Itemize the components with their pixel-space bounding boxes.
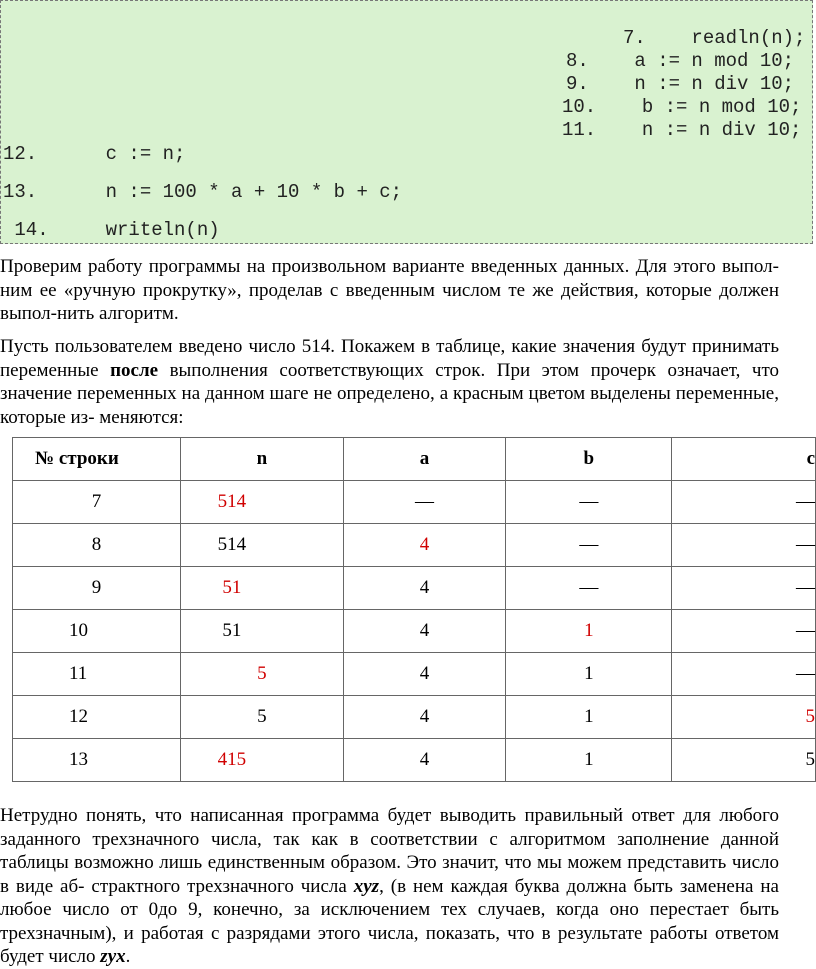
table-row [13, 696, 816, 739]
undefined-dash: — [796, 534, 815, 555]
cell-value: 8 [91, 534, 102, 555]
table-cell [343, 481, 505, 524]
cell-value: 1 [584, 620, 594, 641]
undefined-dash: — [796, 663, 815, 684]
table-cell [343, 610, 505, 653]
variable-xyz: xyz [353, 875, 380, 897]
cell-value: 4 [419, 706, 430, 727]
table-cell [13, 653, 181, 696]
header-b: b [506, 438, 672, 481]
code-line: 7. readln(n); [623, 27, 806, 49]
table-cell [672, 610, 816, 653]
table-cell [672, 524, 816, 567]
paragraph-text: выполнения соответствующих строк. При этом прочерк означает, что значение переменных на данном шаге не определено, а красным цветом выделены переменные, которые из- меняются: [0, 359, 780, 428]
table-cell [343, 696, 505, 739]
table-cell [180, 653, 343, 696]
code-line: 11. n := n div 10; [562, 119, 802, 141]
trace-table [12, 437, 816, 782]
cell-value: 9 [91, 577, 102, 598]
cell-value: 11 [69, 663, 88, 684]
table-row [13, 524, 816, 567]
paragraph-text: . [125, 946, 131, 967]
cell-value: 514 [217, 534, 247, 555]
undefined-dash: — [415, 491, 435, 512]
table-cell [506, 524, 672, 567]
cell-value: 1 [584, 706, 594, 727]
table-cell [506, 610, 672, 653]
table-cell [672, 567, 816, 610]
table-cell [672, 653, 816, 696]
table-cell [180, 610, 343, 653]
header-line-number: № строки [13, 438, 181, 481]
code-line: 10. b := n mod 10; [562, 96, 802, 118]
table-cell [180, 481, 343, 524]
code-line: 9. n := n div 10; [566, 73, 795, 95]
cell-value: 1 [584, 663, 594, 684]
cell-value: 51 [222, 577, 242, 598]
cell-value: 5 [257, 706, 267, 727]
undefined-dash: — [796, 577, 815, 598]
cell-value: 4 [419, 663, 430, 684]
cell-value: 4 [419, 534, 430, 555]
cell-value: 5 [257, 663, 267, 684]
paragraph-intro [0, 255, 779, 326]
table-cell [180, 696, 343, 739]
header-a: a [343, 438, 505, 481]
cell-value: 415 [217, 749, 247, 770]
table-cell [672, 739, 816, 782]
cell-value: 5 [805, 706, 815, 727]
cell-value: 7 [91, 491, 102, 512]
paragraph-text: Нетрудно понять, что написанная программа будет выводить правильный ответ для любого заданного трехзначного числа, так как в соответствии с алгоритмом заполнение данной таблицы возможно лишь единственным образом. Это значит, что мы можем представить число в виде аб- страктного трехзначного числа [0, 805, 779, 897]
cell-value: 5 [805, 749, 815, 770]
header-c: c [672, 438, 816, 481]
table-row [13, 481, 816, 524]
undefined-dash: — [796, 491, 815, 512]
paragraph-table-intro [0, 335, 779, 429]
table-cell [180, 524, 343, 567]
variable-zyx: zyx [100, 946, 126, 967]
table-cell [506, 481, 672, 524]
cell-value: 13 [69, 749, 88, 770]
cell-value: 4 [419, 577, 430, 598]
code-line: 14. writeln(n) [3, 219, 220, 241]
table-row [13, 739, 816, 782]
emphasis-after: после [110, 359, 159, 381]
table-row [13, 567, 816, 610]
code-line: 8. a := n mod 10; [566, 50, 795, 72]
cell-value: 514 [217, 491, 247, 512]
table-cell [506, 567, 672, 610]
undefined-dash: — [796, 620, 815, 641]
header-n: n [180, 438, 343, 481]
table-row [13, 610, 816, 653]
table-cell [343, 653, 505, 696]
table-cell [180, 567, 343, 610]
table-cell [180, 739, 343, 782]
code-line: 12. c := n; [3, 143, 186, 165]
undefined-dash: — [579, 577, 599, 598]
table-header-row [13, 438, 816, 481]
cell-value: 10 [69, 620, 88, 641]
cell-value: 51 [222, 620, 242, 641]
paragraph-conclusion [0, 804, 779, 969]
paragraph-text: , (в нем каждая буква должна быть заменена на любое число от 0до 9, конечно, за исключением тех случаев, когда оно перестает быть трехзначным), и работая с разрядами этого числа, показать, что в результате работы ответом будет число [0, 875, 779, 967]
table-cell [13, 696, 181, 739]
table-cell [343, 524, 505, 567]
undefined-dash: — [579, 491, 599, 512]
paragraph-text: Пусть пользователем введено число 514. Покажем в таблице, какие значения будут принимать переменные [0, 336, 779, 381]
cell-value: 4 [419, 749, 430, 770]
table-cell [343, 567, 505, 610]
code-listing [0, 0, 813, 244]
table-cell [672, 481, 816, 524]
table-cell [343, 739, 505, 782]
table-row [13, 653, 816, 696]
table-cell [506, 653, 672, 696]
cell-value: 1 [584, 749, 594, 770]
table-cell [672, 696, 816, 739]
undefined-dash: — [579, 534, 599, 555]
code-line: 13. n := 100 * a + 10 * b + c; [3, 181, 403, 203]
table-cell [506, 739, 672, 782]
trace-table-wrapper [12, 437, 816, 782]
table-cell [506, 696, 672, 739]
cell-value: 4 [419, 620, 430, 641]
paragraph-text: Проверим работу программы на произвольном варианте введенных данных. Для этого выпол-ним ее «ручную прокрутку», проделав с введенным числом те же действия, которые должен выпол-нить алгоритм. [0, 256, 779, 324]
cell-value: 12 [69, 706, 88, 727]
